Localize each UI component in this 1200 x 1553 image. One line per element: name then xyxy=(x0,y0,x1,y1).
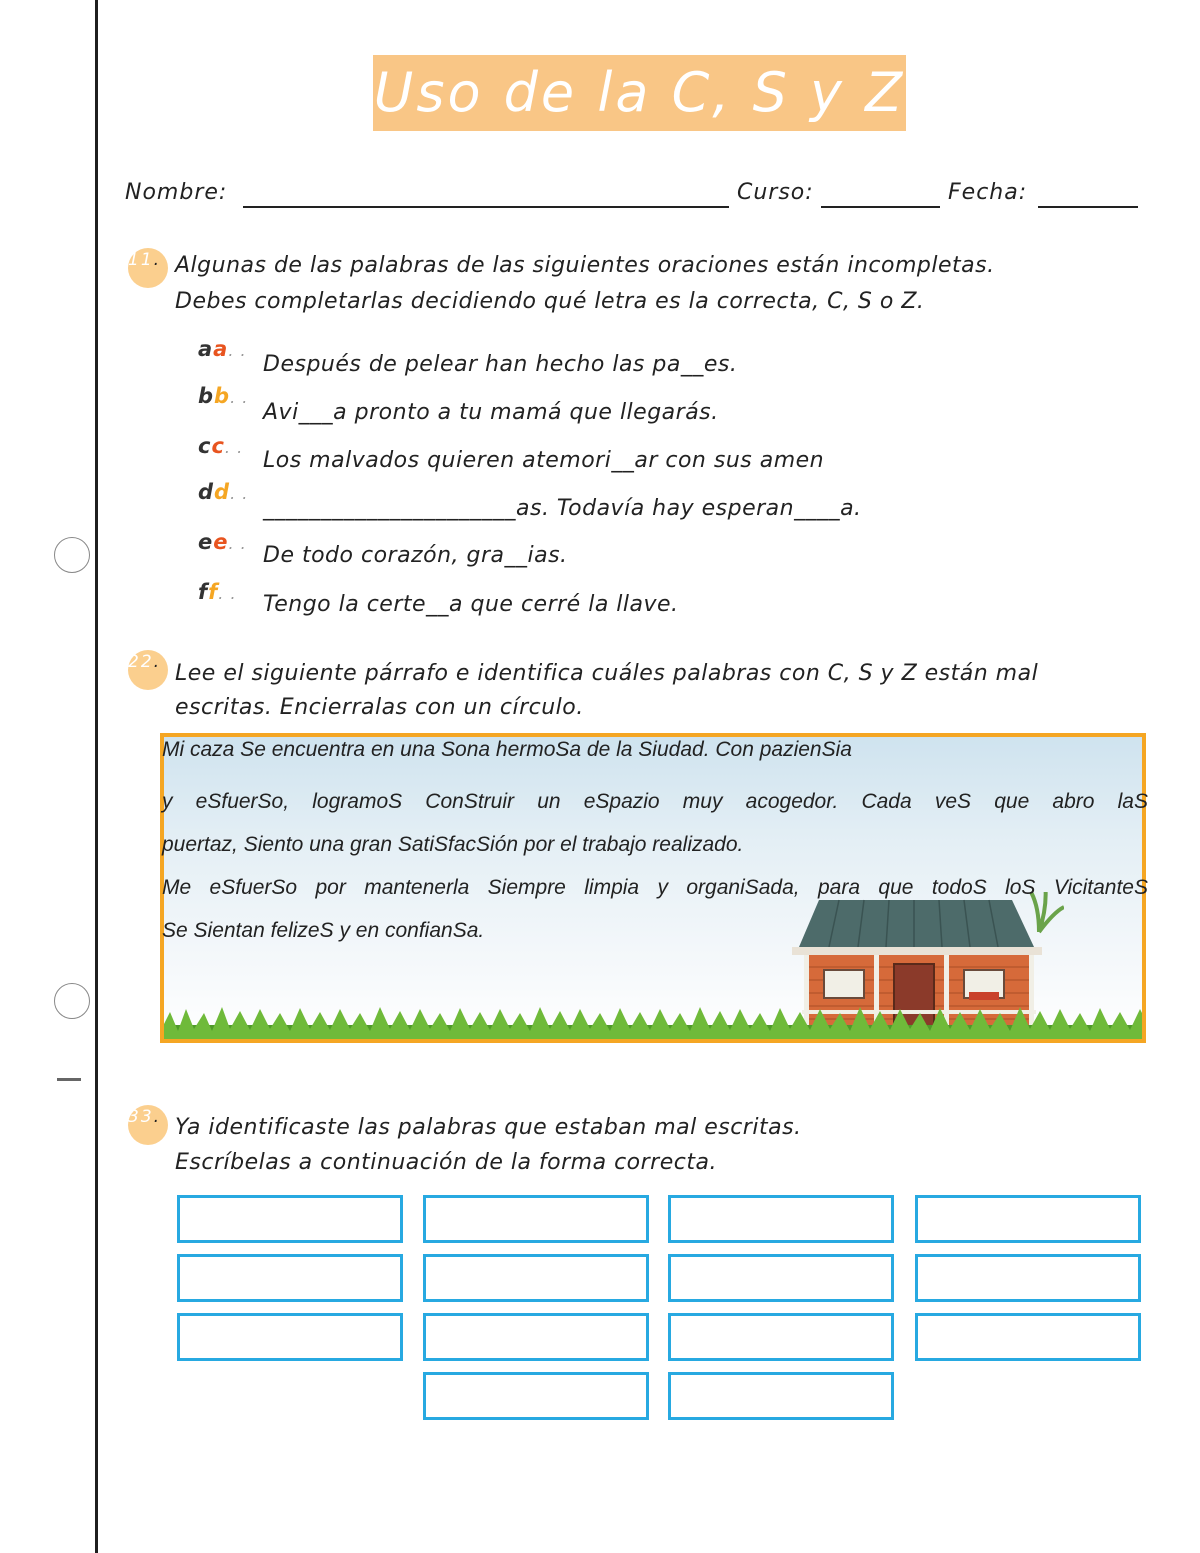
item-letter-f: ff. . xyxy=(198,580,237,604)
date-label: Fecha: xyxy=(948,180,1028,205)
item-sentence-d: ______________________as. Todavía hay esperan____a. xyxy=(263,496,862,521)
answer-box[interactable] xyxy=(668,1254,894,1302)
item-sentence-c: Los malvados quieren atemori__ar con sus amen xyxy=(263,448,825,473)
page-title: Uso de la C, S y Z xyxy=(373,61,906,124)
paragraph-line: Me eSfuerSo por mantenerla Siempre limpia y organiSada, para que todoS loS VicitanteS xyxy=(162,876,1148,899)
item-letter-e: ee. . xyxy=(198,530,247,554)
exercise-2-instruction: Lee el siguiente párrafo e identifica cuáles palabras con C, S y Z están mal xyxy=(175,661,1039,686)
answer-box[interactable] xyxy=(177,1195,403,1243)
exercise-2-instruction-2: escritas. Encierralas con un círculo. xyxy=(175,695,584,720)
answer-box[interactable] xyxy=(915,1254,1141,1302)
paragraph-line: puertaz, Siento una gran SatiSfacSión por el trabajo realizado. xyxy=(162,833,744,856)
exercise-number: 22. xyxy=(128,652,162,672)
answer-box[interactable] xyxy=(423,1195,649,1243)
exercise-3-instruction-2: Escríbelas a continuación de la forma correcta. xyxy=(175,1150,717,1175)
answer-box[interactable] xyxy=(177,1313,403,1361)
answer-box[interactable] xyxy=(668,1313,894,1361)
course-field[interactable] xyxy=(821,180,940,208)
grass-illustration xyxy=(160,1007,1146,1043)
item-sentence-b: Avi___a pronto a tu mamá que llegarás. xyxy=(263,400,719,425)
item-letter-a: aa. . xyxy=(198,337,247,361)
item-sentence-f: Tengo la certe__a que cerré la llave. xyxy=(263,592,679,617)
exercise-number: 33. xyxy=(128,1107,162,1127)
course-label: Curso: xyxy=(737,180,814,205)
answer-box[interactable] xyxy=(668,1372,894,1420)
binder-hole xyxy=(54,537,90,573)
paragraph-line: Mi caza Se encuentra en una Sona hermoSa de la Siudad. Con pazienSia xyxy=(162,738,852,761)
paragraph-line: Se Sientan felizeS y en confianSa. xyxy=(162,919,485,942)
item-letter-c: cc. . xyxy=(198,434,244,458)
name-label: Nombre: xyxy=(125,180,228,205)
answer-box[interactable] xyxy=(915,1195,1141,1243)
exercise-1-instruction-2: Debes completarlas decidiendo qué letra es la correcta, C, S o Z. xyxy=(175,289,925,314)
item-letter-b: bb. . xyxy=(198,384,249,408)
exercise-1-instruction: Algunas de las palabras de las siguientes oraciones están incompletas. xyxy=(175,253,995,278)
item-sentence-e: De todo corazón, gra__ias. xyxy=(263,543,568,568)
margin-line xyxy=(95,0,98,1553)
binder-hole xyxy=(54,983,90,1019)
exercise-3-instruction: Ya identificaste las palabras que estaban mal escritas. xyxy=(175,1115,802,1140)
answer-box[interactable] xyxy=(423,1254,649,1302)
answer-box[interactable] xyxy=(668,1195,894,1243)
paragraph-line: y eSfuerSo, logramoS ConStruir un eSpazio muy acogedor. Cada veS que abro laS xyxy=(162,790,1148,813)
answer-box[interactable] xyxy=(423,1372,649,1420)
item-letter-d: dd. . xyxy=(198,480,249,504)
exercise-number: 11. xyxy=(128,250,162,270)
margin-mark xyxy=(57,1078,81,1081)
date-field[interactable] xyxy=(1038,180,1138,208)
name-field[interactable] xyxy=(243,180,729,208)
answer-box[interactable] xyxy=(177,1254,403,1302)
item-sentence-a: Después de pelear han hecho las pa__es. xyxy=(263,352,738,377)
answer-box[interactable] xyxy=(915,1313,1141,1361)
answer-box[interactable] xyxy=(423,1313,649,1361)
